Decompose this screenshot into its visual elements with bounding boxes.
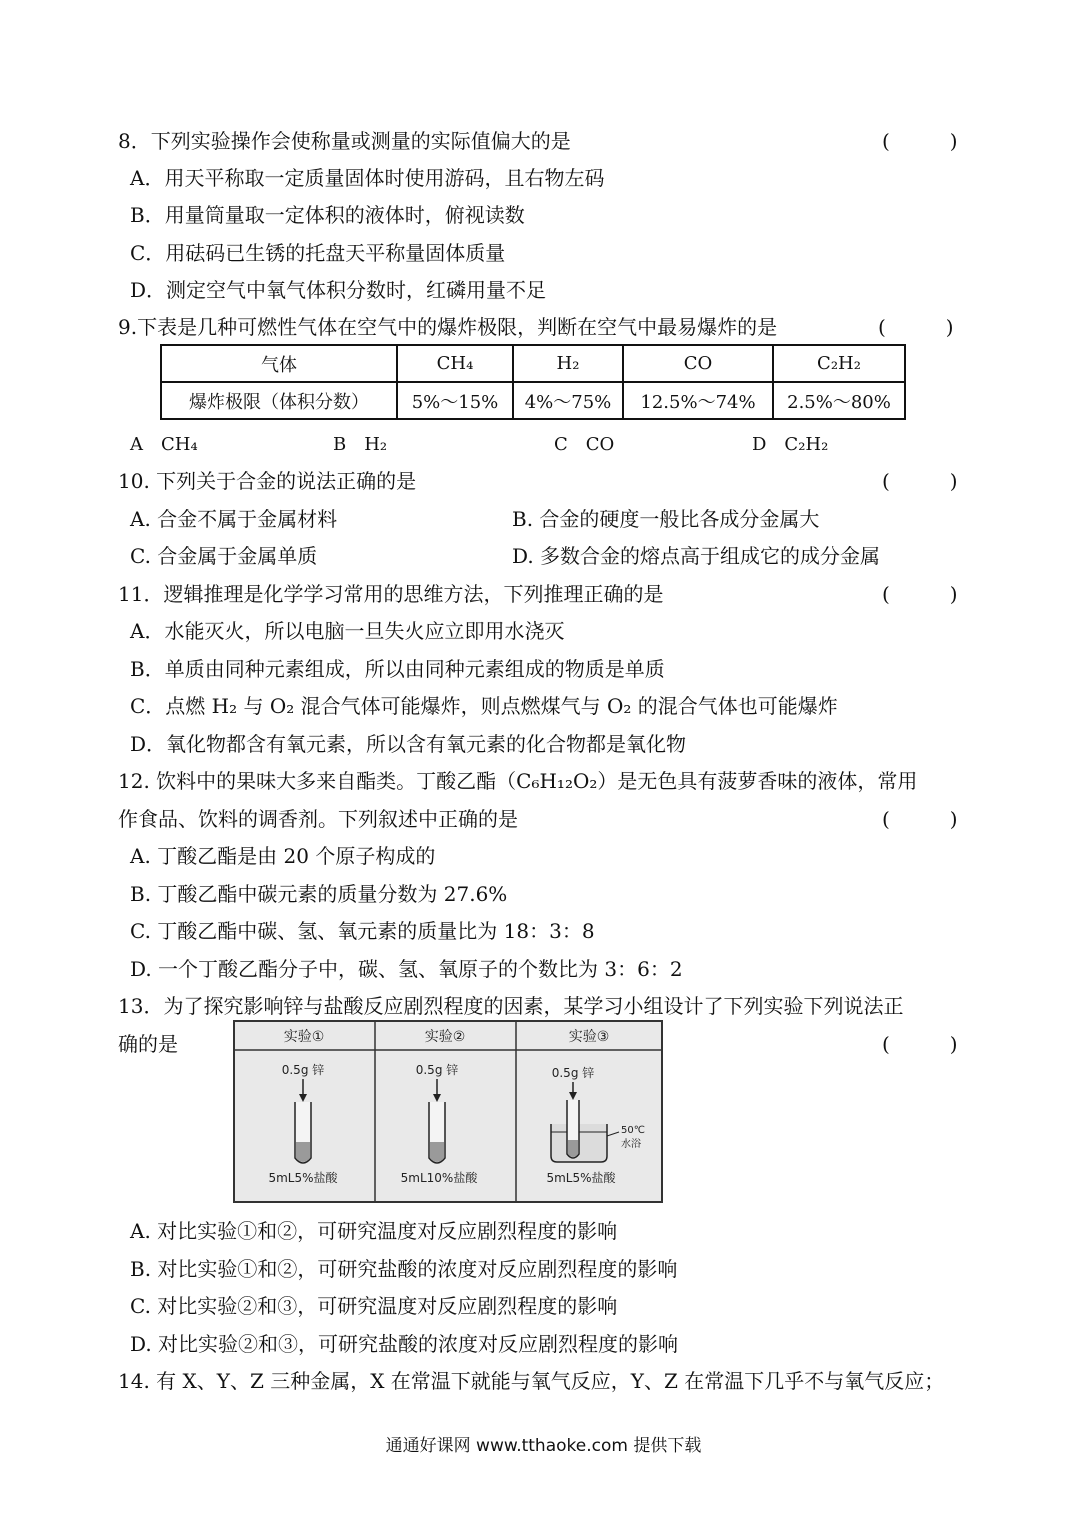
q13-answer-paren: ( ) [882,1032,958,1056]
experiment-2-header: 实验② [424,1029,466,1045]
experiment-2-acid-label: 5mL10%盐酸 [400,1171,478,1185]
q8-stem: 8．下列实验操作会使称量或测量的实际值偏大的是 [118,129,571,153]
experiment-3-acid-label: 5mL5%盐酸 [546,1171,616,1185]
q9-option-c: C CO [554,434,615,455]
q13-option-a: A. 对比实验①和②，可研究温度对反应剧烈程度的影响 [130,1219,618,1243]
q12-stem-line2: 作食品、饮料的调香剂。下列叙述中正确的是 [118,807,518,831]
q10-answer-paren: ( ) [882,469,958,493]
q9-stem: 9.下表是几种可燃性气体在空气中的爆炸极限，判断在空气中最易爆炸的是 [118,315,778,339]
experiment-figure [233,1020,663,1203]
table-cell: 爆炸极限（体积分数） [161,382,397,419]
table-cell: CH₄ [397,345,513,382]
q12-option-a: A. 丁酸乙酯是由 20 个原子构成的 [130,844,436,868]
q12-answer-paren: ( ) [882,807,958,831]
water-bath-label: 水浴 [621,1139,641,1150]
q11-stem: 11．逻辑推理是化学学习常用的思维方法，下列推理正确的是 [118,582,664,606]
q10-option-d: D. 多数合金的熔点高于组成它的成分金属 [512,544,881,568]
q10-stem: 10. 下列关于合金的说法正确的是 [118,469,417,493]
experiment-2-zinc-label: 0.5g 锌 [415,1063,459,1077]
q11-option-b: B．单质由同种元素组成，所以由同种元素组成的物质是单质 [130,657,665,681]
q14-stem: 14. 有 X、Y、Z 三种金属，X 在常温下就能与氧气反应，Y、Z 在常温下几乎不与氧气反应； [118,1369,945,1393]
table-cell: 2.5%～80% [773,382,905,419]
q11-option-c: C．点燃 H₂ 与 O₂ 混合气体可能爆炸，则点燃煤气与 O₂ 的混合气体也可能爆炸 [130,694,838,718]
table-cell: 气体 [161,345,397,382]
q13-option-c: C. 对比实验②和③，可研究温度对反应剧烈程度的影响 [130,1294,618,1318]
q11-option-d: D．氧化物都含有氧元素，所以含有氧元素的化合物都是氧化物 [130,732,687,756]
q8-answer-paren: ( ) [882,129,958,153]
q10-option-c: C. 合金属于金属单质 [130,544,318,568]
q12-option-b: B. 丁酸乙酯中碳元素的质量分数为 27.6% [130,882,508,906]
q9-option-d: D C₂H₂ [752,434,829,455]
q13-option-d: D. 对比实验②和③，可研究盐酸的浓度对反应剧烈程度的影响 [130,1332,679,1356]
q9-answer-paren: ( ) [878,315,954,339]
experiment-1-header: 实验① [283,1029,325,1045]
explosion-limit-table [160,344,906,420]
q9-option-b: B H₂ [333,434,388,455]
table-header-row [161,345,905,382]
q8-option-a: A．用天平称取一定质量固体时使用游码，且右物左码 [130,166,605,190]
q12-option-c: C. 丁酸乙酯中碳、氢、氧元素的质量比为 18：3：8 [130,919,595,943]
q10-option-a: A. 合金不属于金属材料 [130,507,338,531]
table-cell: H₂ [513,345,623,382]
q12-stem-line1: 12. 饮料中的果味大多来自酯类。丁酸乙酯（C₆H₁₂O₂）是无色具有菠萝香味的液体，常用 [118,769,918,793]
q8-option-c: C．用砝码已生锈的托盘天平称量固体质量 [130,241,506,265]
experiment-1-zinc-label: 0.5g 锌 [281,1063,325,1077]
table-cell: C₂H₂ [773,345,905,382]
table-row [161,382,905,419]
table-cell: 4%～75% [513,382,623,419]
experiment-1-acid-label: 5mL5%盐酸 [268,1171,338,1185]
q13-stem-line1: 13．为了探究影响锌与盐酸反应剧烈程度的因素，某学习小组设计了下列实验下列说法正 [118,994,904,1018]
q12-option-d: D. 一个丁酸乙酯分子中，碳、氢、氧原子的个数比为 3：6：2 [130,957,683,981]
q8-option-d: D．测定空气中氧气体积分数时，红磷用量不足 [130,278,547,302]
q13-stem-line2: 确的是 [118,1032,178,1056]
q13-option-b: B. 对比实验①和②，可研究盐酸的浓度对反应剧烈程度的影响 [130,1257,678,1281]
table-cell: CO [623,345,773,382]
experiment-3-header: 实验③ [568,1029,610,1045]
q10-option-b: B. 合金的硬度一般比各成分金属大 [512,507,820,531]
experiment-3-zinc-label: 0.5g 锌 [551,1066,595,1080]
q11-option-a: A．水能灭火，所以电脑一旦失火应立即用水浇灭 [130,619,565,643]
page-footer: 通通好课网 www.tthaoke.com 提供下载 [385,1436,702,1456]
water-bath-temperature: 50℃ [621,1125,645,1136]
table-cell: 5%～15% [397,382,513,419]
q8-option-b: B．用量筒量取一定体积的液体时，俯视读数 [130,203,525,227]
q9-option-a: A CH₄ [130,434,198,455]
table-cell: 12.5%～74% [623,382,773,419]
q11-answer-paren: ( ) [882,582,958,606]
